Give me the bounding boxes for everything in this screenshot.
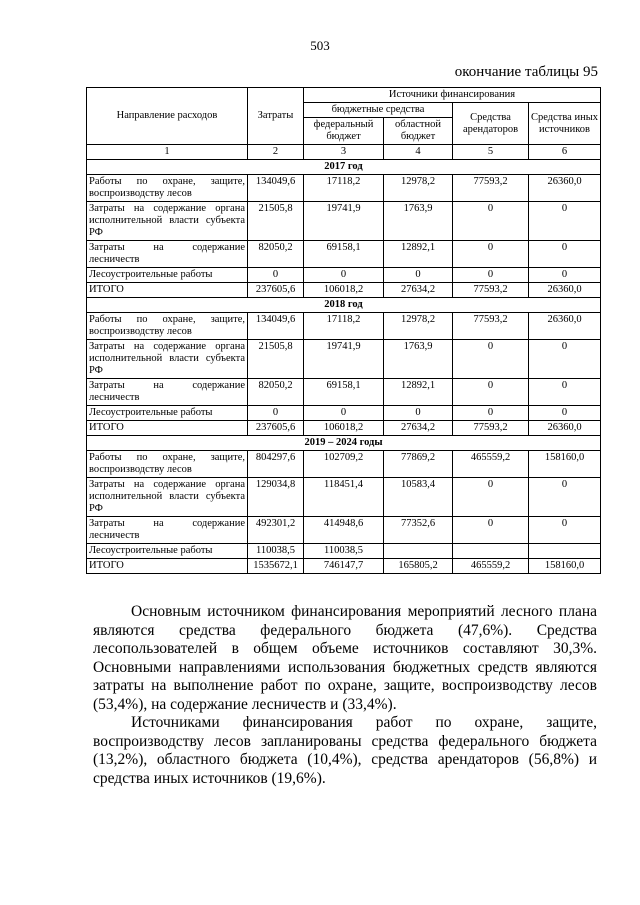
value-cell: 26360,0 xyxy=(529,175,601,202)
value-cell: 10583,4 xyxy=(384,478,453,517)
year-section-row xyxy=(87,436,601,451)
value-cell: 237605,6 xyxy=(248,421,304,436)
column-number: 3 xyxy=(304,145,384,160)
value-cell: 17118,2 xyxy=(304,175,384,202)
value-cell: 1535672,1 xyxy=(248,559,304,574)
value-cell: 17118,2 xyxy=(304,313,384,340)
header-costs: Затраты xyxy=(248,88,304,145)
value-cell: 0 xyxy=(453,268,529,283)
value-cell: 1763,9 xyxy=(384,340,453,379)
value-cell: 0 xyxy=(529,379,601,406)
column-numbers-row xyxy=(87,145,601,160)
value-cell: 12978,2 xyxy=(384,175,453,202)
column-number: 4 xyxy=(384,145,453,160)
header-federal: федеральный бюджет xyxy=(304,118,384,145)
value-cell: 1763,9 xyxy=(384,202,453,241)
value-cell: 69158,1 xyxy=(304,241,384,268)
value-cell: 27634,2 xyxy=(384,421,453,436)
row-label: Затраты на содержание органа исполнительной власти субъекта РФ xyxy=(87,340,248,379)
value-cell: 21505,8 xyxy=(248,340,304,379)
row-label: Работы по охране, защите, воспроизводству лесов xyxy=(87,313,248,340)
value-cell: 21505,8 xyxy=(248,202,304,241)
table-row xyxy=(87,268,601,283)
row-label: Затраты на содержание органа исполнительной власти субъекта РФ xyxy=(87,202,248,241)
value-cell: 77593,2 xyxy=(453,313,529,340)
value-cell: 0 xyxy=(529,241,601,268)
header-budget: бюджетные средства xyxy=(304,103,453,118)
value-cell: 134049,6 xyxy=(248,175,304,202)
value-cell: 0 xyxy=(529,340,601,379)
value-cell: 110038,5 xyxy=(304,544,384,559)
body-text xyxy=(93,603,597,788)
table-row xyxy=(87,451,601,478)
value-cell: 69158,1 xyxy=(304,379,384,406)
value-cell: 158160,0 xyxy=(529,559,601,574)
value-cell: 804297,6 xyxy=(248,451,304,478)
column-number: 1 xyxy=(87,145,248,160)
row-label: ИТОГО xyxy=(87,559,248,574)
value-cell: 414948,6 xyxy=(304,517,384,544)
value-cell: 26360,0 xyxy=(529,421,601,436)
row-label: Затраты на содержание лесничеств xyxy=(87,517,248,544)
row-label: Работы по охране, защите, воспроизводству лесов xyxy=(87,175,248,202)
value-cell xyxy=(529,544,601,559)
value-cell: 77352,6 xyxy=(384,517,453,544)
value-cell: 129034,8 xyxy=(248,478,304,517)
value-cell: 19741,9 xyxy=(304,340,384,379)
value-cell: 82050,2 xyxy=(248,379,304,406)
table-row xyxy=(87,544,601,559)
value-cell: 0 xyxy=(453,379,529,406)
row-label: Лесоустроительные работы xyxy=(87,544,248,559)
value-cell xyxy=(453,544,529,559)
value-cell: 465559,2 xyxy=(453,559,529,574)
value-cell: 0 xyxy=(529,517,601,544)
value-cell: 110038,5 xyxy=(248,544,304,559)
year-heading: 2017 год xyxy=(87,160,601,175)
header-sources: Источники финансирования xyxy=(304,88,601,103)
value-cell: 0 xyxy=(384,406,453,421)
value-cell: 465559,2 xyxy=(453,451,529,478)
value-cell: 0 xyxy=(453,406,529,421)
value-cell: 492301,2 xyxy=(248,517,304,544)
value-cell: 82050,2 xyxy=(248,241,304,268)
value-cell: 0 xyxy=(453,517,529,544)
value-cell: 0 xyxy=(453,478,529,517)
header-other: Средства иных источников xyxy=(529,103,601,145)
table-row xyxy=(87,379,601,406)
row-label: ИТОГО xyxy=(87,421,248,436)
value-cell: 77593,2 xyxy=(453,175,529,202)
value-cell: 0 xyxy=(248,268,304,283)
value-cell: 0 xyxy=(384,268,453,283)
table-row xyxy=(87,421,601,436)
year-section-row xyxy=(87,160,601,175)
value-cell: 0 xyxy=(453,340,529,379)
value-cell: 237605,6 xyxy=(248,283,304,298)
value-cell: 26360,0 xyxy=(529,283,601,298)
row-label: Затраты на содержание лесничеств xyxy=(87,379,248,406)
value-cell: 106018,2 xyxy=(304,421,384,436)
value-cell: 77869,2 xyxy=(384,451,453,478)
financing-table xyxy=(86,87,601,574)
value-cell: 77593,2 xyxy=(453,421,529,436)
header-tenants: Средства арендаторов xyxy=(453,103,529,145)
row-label: Затраты на содержание лесничеств xyxy=(87,241,248,268)
value-cell: 27634,2 xyxy=(384,283,453,298)
row-label: Лесоустроительные работы xyxy=(87,268,248,283)
year-heading: 2018 год xyxy=(87,298,601,313)
value-cell: 0 xyxy=(529,202,601,241)
column-number: 6 xyxy=(529,145,601,160)
value-cell: 0 xyxy=(529,268,601,283)
value-cell: 77593,2 xyxy=(453,283,529,298)
value-cell: 106018,2 xyxy=(304,283,384,298)
value-cell: 134049,6 xyxy=(248,313,304,340)
row-label: ИТОГО xyxy=(87,283,248,298)
column-number: 2 xyxy=(248,145,304,160)
value-cell: 118451,4 xyxy=(304,478,384,517)
table-row xyxy=(87,517,601,544)
paragraph: Основным источником финансирования мероприятий лесного плана являются средства федерального бюджета (47,6%). Средства лесопользователей в общем объеме источников составляют 30,3%. Основными направлениями использования бюджетных средств являются затраты на выполнение работ по охране, защите, воспроизводству лесов (53,4%), на содержание лесничеств и (33,4%). xyxy=(93,603,597,713)
value-cell: 12892,1 xyxy=(384,379,453,406)
value-cell: 0 xyxy=(248,406,304,421)
table-row xyxy=(87,559,601,574)
paragraph: Источниками финансирования работ по охране, защите, воспроизводству лесов запланированы средства федерального бюджета (13,2%), областного бюджета (10,4%), средства арендаторов (56,8%) и средства иных источников (19,6%). xyxy=(93,714,597,787)
table-caption: окончание таблицы 95 xyxy=(454,64,598,80)
value-cell: 26360,0 xyxy=(529,313,601,340)
table-row xyxy=(87,175,601,202)
value-cell: 19741,9 xyxy=(304,202,384,241)
value-cell: 102709,2 xyxy=(304,451,384,478)
value-cell: 12892,1 xyxy=(384,241,453,268)
row-label: Затраты на содержание органа исполнительной власти субъекта РФ xyxy=(87,478,248,517)
table-row xyxy=(87,340,601,379)
value-cell: 0 xyxy=(304,406,384,421)
table-row xyxy=(87,283,601,298)
value-cell: 0 xyxy=(529,478,601,517)
column-number: 5 xyxy=(453,145,529,160)
value-cell: 0 xyxy=(529,406,601,421)
header-regional: областной бюджет xyxy=(384,118,453,145)
value-cell: 0 xyxy=(453,202,529,241)
table-row xyxy=(87,241,601,268)
value-cell: 0 xyxy=(304,268,384,283)
row-label: Работы по охране, защите, воспроизводству лесов xyxy=(87,451,248,478)
table-row xyxy=(87,406,601,421)
value-cell: 0 xyxy=(453,241,529,268)
value-cell: 12978,2 xyxy=(384,313,453,340)
value-cell: 158160,0 xyxy=(529,451,601,478)
year-section-row xyxy=(87,298,601,313)
table-row xyxy=(87,202,601,241)
row-label: Лесоустроительные работы xyxy=(87,406,248,421)
value-cell: 165805,2 xyxy=(384,559,453,574)
value-cell: 746147,7 xyxy=(304,559,384,574)
header-direction: Направление расходов xyxy=(87,88,248,145)
table-row xyxy=(87,478,601,517)
table-row xyxy=(87,313,601,340)
value-cell xyxy=(384,544,453,559)
page-number: 503 xyxy=(310,38,330,53)
year-heading: 2019 – 2024 годы xyxy=(87,436,601,451)
